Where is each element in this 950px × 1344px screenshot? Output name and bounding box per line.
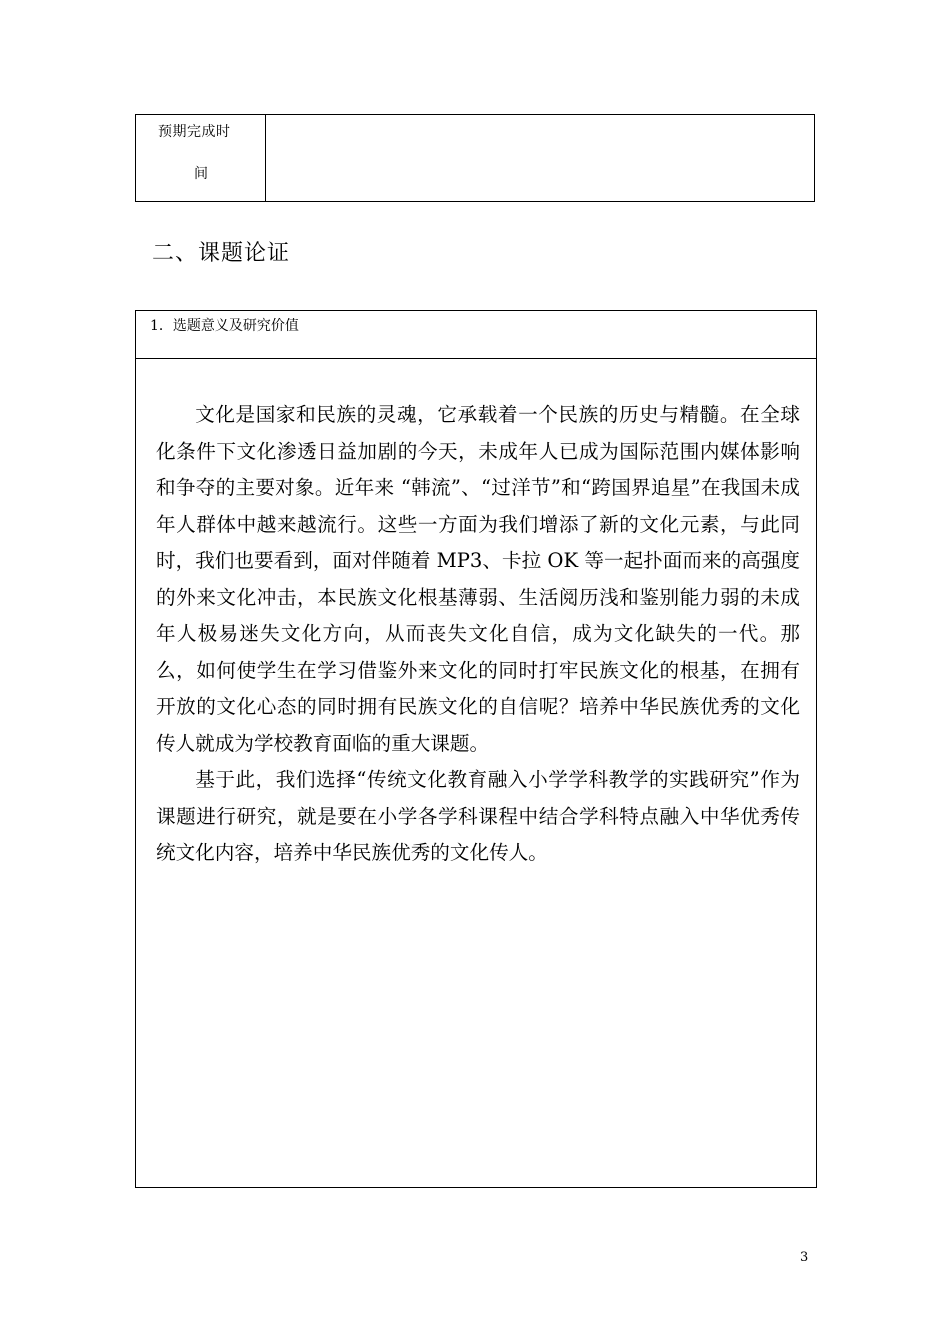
- section-heading: 二、课题论证: [152, 241, 291, 266]
- body-text: [156, 397, 800, 872]
- table-header-label: 1．选题意义及研究价值: [150, 318, 299, 334]
- paragraph-1: 文化是国家和民族的灵魂，它承载着一个民族的历史与精髓。在全球化条件下文化渗透日益加剧的今天，未成年人已成为国际范围内媒体影响和争夺的主要对象。近年来 “韩流”、“过洋节”和“跨国界追星”在我国未成年人群体中越来越流行。这些一方面为我们增添了新的文化元素，与此同时，我们也要看到，面对伴随着 MP3、卡拉 OK 等一起扑面而来的高强度的外来文化冲击，本民族文化根基薄弱、生活阅历浅和鉴别能力弱的未成年人极易迷失文化方向，从而丧失文化自信，成为文化缺失的一代。那么，如何使学生在学习借鉴外来文化的同时打牢民族文化的根基，在拥有开放的文化心态的同时拥有民族文化的自信呢？培养中华民族优秀的文化传人就成为学校教育面临的重大课题。: [156, 403, 800, 755]
- completion-time-table: [135, 114, 815, 202]
- paragraph-2: 基于此，我们选择“传统文化教育融入小学学科教学的实践研究”作为课题进行研究，就是要在小学各学科课程中结合学科特点融入中华优秀传统文化内容，培养中华民族优秀的文化传人。: [156, 768, 800, 864]
- completion-time-label-line2: 间: [194, 166, 208, 182]
- table-header-row: [136, 311, 816, 359]
- completion-time-label-line1: 预期完成时: [158, 124, 231, 140]
- completion-time-label-cell: [136, 115, 266, 201]
- topic-justification-table: [135, 310, 817, 1188]
- page-number: 3: [800, 1250, 809, 1265]
